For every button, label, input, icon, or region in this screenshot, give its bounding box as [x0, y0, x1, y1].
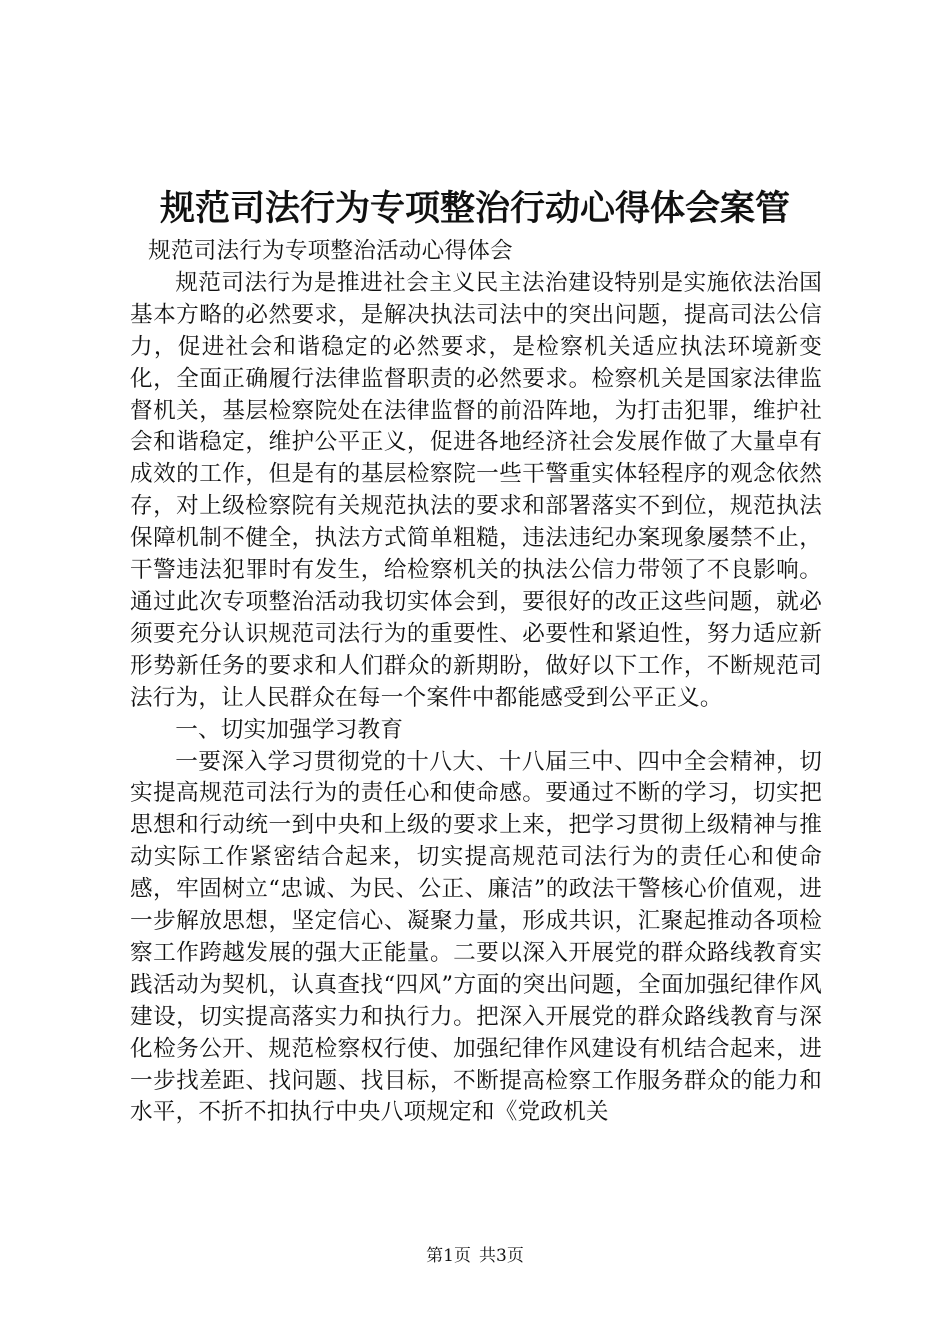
- document-subtitle: 规范司法行为专项整治活动心得体会: [148, 238, 513, 264]
- intro-paragraph: 规范司法行为是推进社会主义民主法治建设特别是实施依法治国基本方略的必然要求，是解决执法司法中的突出问题，提高司法公信力，促进社会和谐稳定的必然要求，是检察机关适应执法环境新变化，全面正确履行法律监督职责的必然要求。检察机关是国家法律监督机关，基层检察院处在法律监督的前沿阵地，为打击犯罪，维护社会和谐稳定，维护公平正义，促进各地经济社会发展作做了大量卓有成效的工作，但是有的基层检察院一些干警重实体轻程序的观念依然存，对上级检察院有关规范执法的要求和部署落实不到位，规范执法保障机制不健全，执法方式简单粗糙，违法违纪办案现象屡禁不止，干警违法犯罪时有发生，给检察机关的执法公信力带领了不良影响。通过此次专项整治活动我切实体会到，要很好的改正这些问题，就必须要充分认识规范司法行为的重要性、必要性和紧迫性，努力适应新形势新任务的要求和人们群众的新期盼，做好以下工作，不断规范司法行为，让人民群众在每一个案件中都能感受到公平正义。: [130, 269, 822, 711]
- section-heading: 一、切实加强学习教育: [175, 716, 404, 743]
- page-total: 共3页: [479, 1246, 524, 1266]
- page-footer: [0, 1244, 950, 1268]
- page-number: 第1页: [426, 1246, 471, 1266]
- section-paragraph: 一要深入学习贯彻党的十八大、十八届三中、四中全会精神，切实提高规范司法行为的责任心和使命感。要通过不断的学习，切实把思想和行动统一到中央和上级的要求上来，把学习贯彻上级精神与推动实际工作紧密结合起来，切实提高规范司法行为的责任心和使命感，牢固树立“忠诚、为民、公正、廉洁”的政法干警核心价值观，进一步解放思想，坚定信心、凝聚力量，形成共识，汇聚起推动各项检察工作跨越发展的强大正能量。二要以深入开展党的群众路线教育实践活动为契机，认真查找“四风”方面的突出问题，全面加强纪律作风建设，切实提高落实力和执行力。把深入开展党的群众路线教育与深化检务公开、规范检察权行使、加强纪律作风建设有机结合起来，进一步找差距、找问题、找目标，不断提高检察工作服务群众的能力和水平，不折不扣执行中央八项规定和《党政机关: [130, 748, 822, 1126]
- document-title: 规范司法行为专项整治行动心得体会案管: [159, 189, 790, 229]
- document-body: [130, 236, 822, 1129]
